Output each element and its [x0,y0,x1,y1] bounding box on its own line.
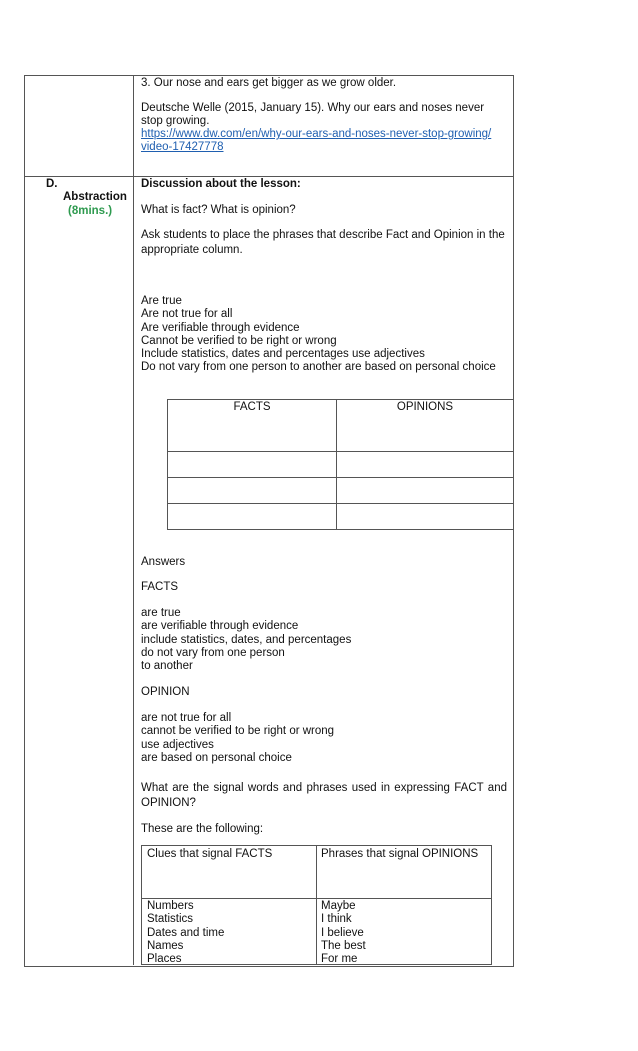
sort-table-facts-header: FACTS [233,401,271,413]
opinion-phrase: I think [321,913,352,926]
instruction-line-2: appropriate column. [141,244,243,256]
opinion-phrase: The best [321,939,366,952]
signal-table-divider [316,845,317,964]
sort-table-row-line [167,451,513,452]
opinion-item: are not true for all [141,712,232,724]
sort-table-row-line [167,477,513,478]
opinion-phrase: For me [321,953,358,966]
sort-table [167,399,514,530]
discussion-heading: Discussion about the lesson: [141,178,301,190]
citation-line-2: stop growing. [141,115,210,127]
intro-item-3: 3. Our nose and ears get bigger as we grow older. [141,77,397,89]
row-divider [24,176,513,177]
answers-label: Answers [141,556,186,568]
opinion-item: are based on personal choice [141,751,292,764]
citation-link-line-2[interactable]: video-17427778 [141,141,224,153]
citation-line-1: Deutsche Welle (2015, January 15). Why our ears and noses never [141,102,485,114]
opinion-phrase: I believe [321,926,364,939]
opinion-item: use adjectives [141,738,214,751]
answers-facts-label: FACTS [141,581,179,593]
fact-clue: Dates and time [147,926,225,939]
fact-clue: Places [147,953,182,966]
fact-item: to another [141,660,193,673]
fact-item: do not vary from one person [141,646,285,659]
signal-opinions-header: Phrases that signal OPINIONS [321,848,479,860]
sort-table-divider [336,399,337,529]
sort-table-row-line [167,503,513,504]
signal-table-header-line [141,898,491,899]
phrase-list [141,295,496,375]
signal-facts-list [147,900,224,966]
signal-opinions-list [321,900,366,966]
answers-opinion-label: OPINION [141,686,190,698]
citation-link-line-1[interactable]: https://www.dw.com/en/why-our-ears-and-noses-never-stop-growing/ [141,128,492,140]
signal-question-line-1: What are the signal words and phrases used in expressing FACT and [141,782,507,794]
section-time: (8mins.) [68,205,113,217]
phrase-item: Cannot be verified to be right or wrong [141,334,337,347]
signal-question-line-2: OPINION? [141,797,196,809]
phrase-item: Are not true for all [141,308,233,321]
answers-facts-list [141,607,351,673]
discussion-question: What is fact? What is opinion? [141,204,296,216]
instruction-line-1: Ask students to place the phrases that describe Fact and Opinion in the [141,229,505,241]
fact-item: are verifiable through evidence [141,620,299,633]
section-name: Abstraction [63,191,127,203]
opinion-phrase: Maybe [321,900,356,912]
sort-table-opinions-header: OPINIONS [396,401,454,413]
signal-facts-header: Clues that signal FACTS [147,848,273,860]
fact-clue: Statistics [147,913,194,926]
fact-clue: Names [147,939,184,952]
fact-item: are true [141,607,181,619]
answers-opinions-list [141,712,334,765]
signal-lead: These are the following: [141,823,264,835]
opinion-item: cannot be verified to be right or wrong [141,725,335,738]
column-divider [133,75,134,965]
phrase-item: Include statistics, dates and percentages use adjectives [141,348,425,361]
fact-item: include statistics, dates, and percentages [141,633,352,646]
phrase-item: Do not vary from one person to another are based on personal choice [141,361,496,374]
phrase-item: Are verifiable through evidence [141,321,300,334]
section-letter: D. [46,178,58,190]
fact-clue: Numbers [147,900,194,912]
phrase-item: Are true [141,295,182,307]
